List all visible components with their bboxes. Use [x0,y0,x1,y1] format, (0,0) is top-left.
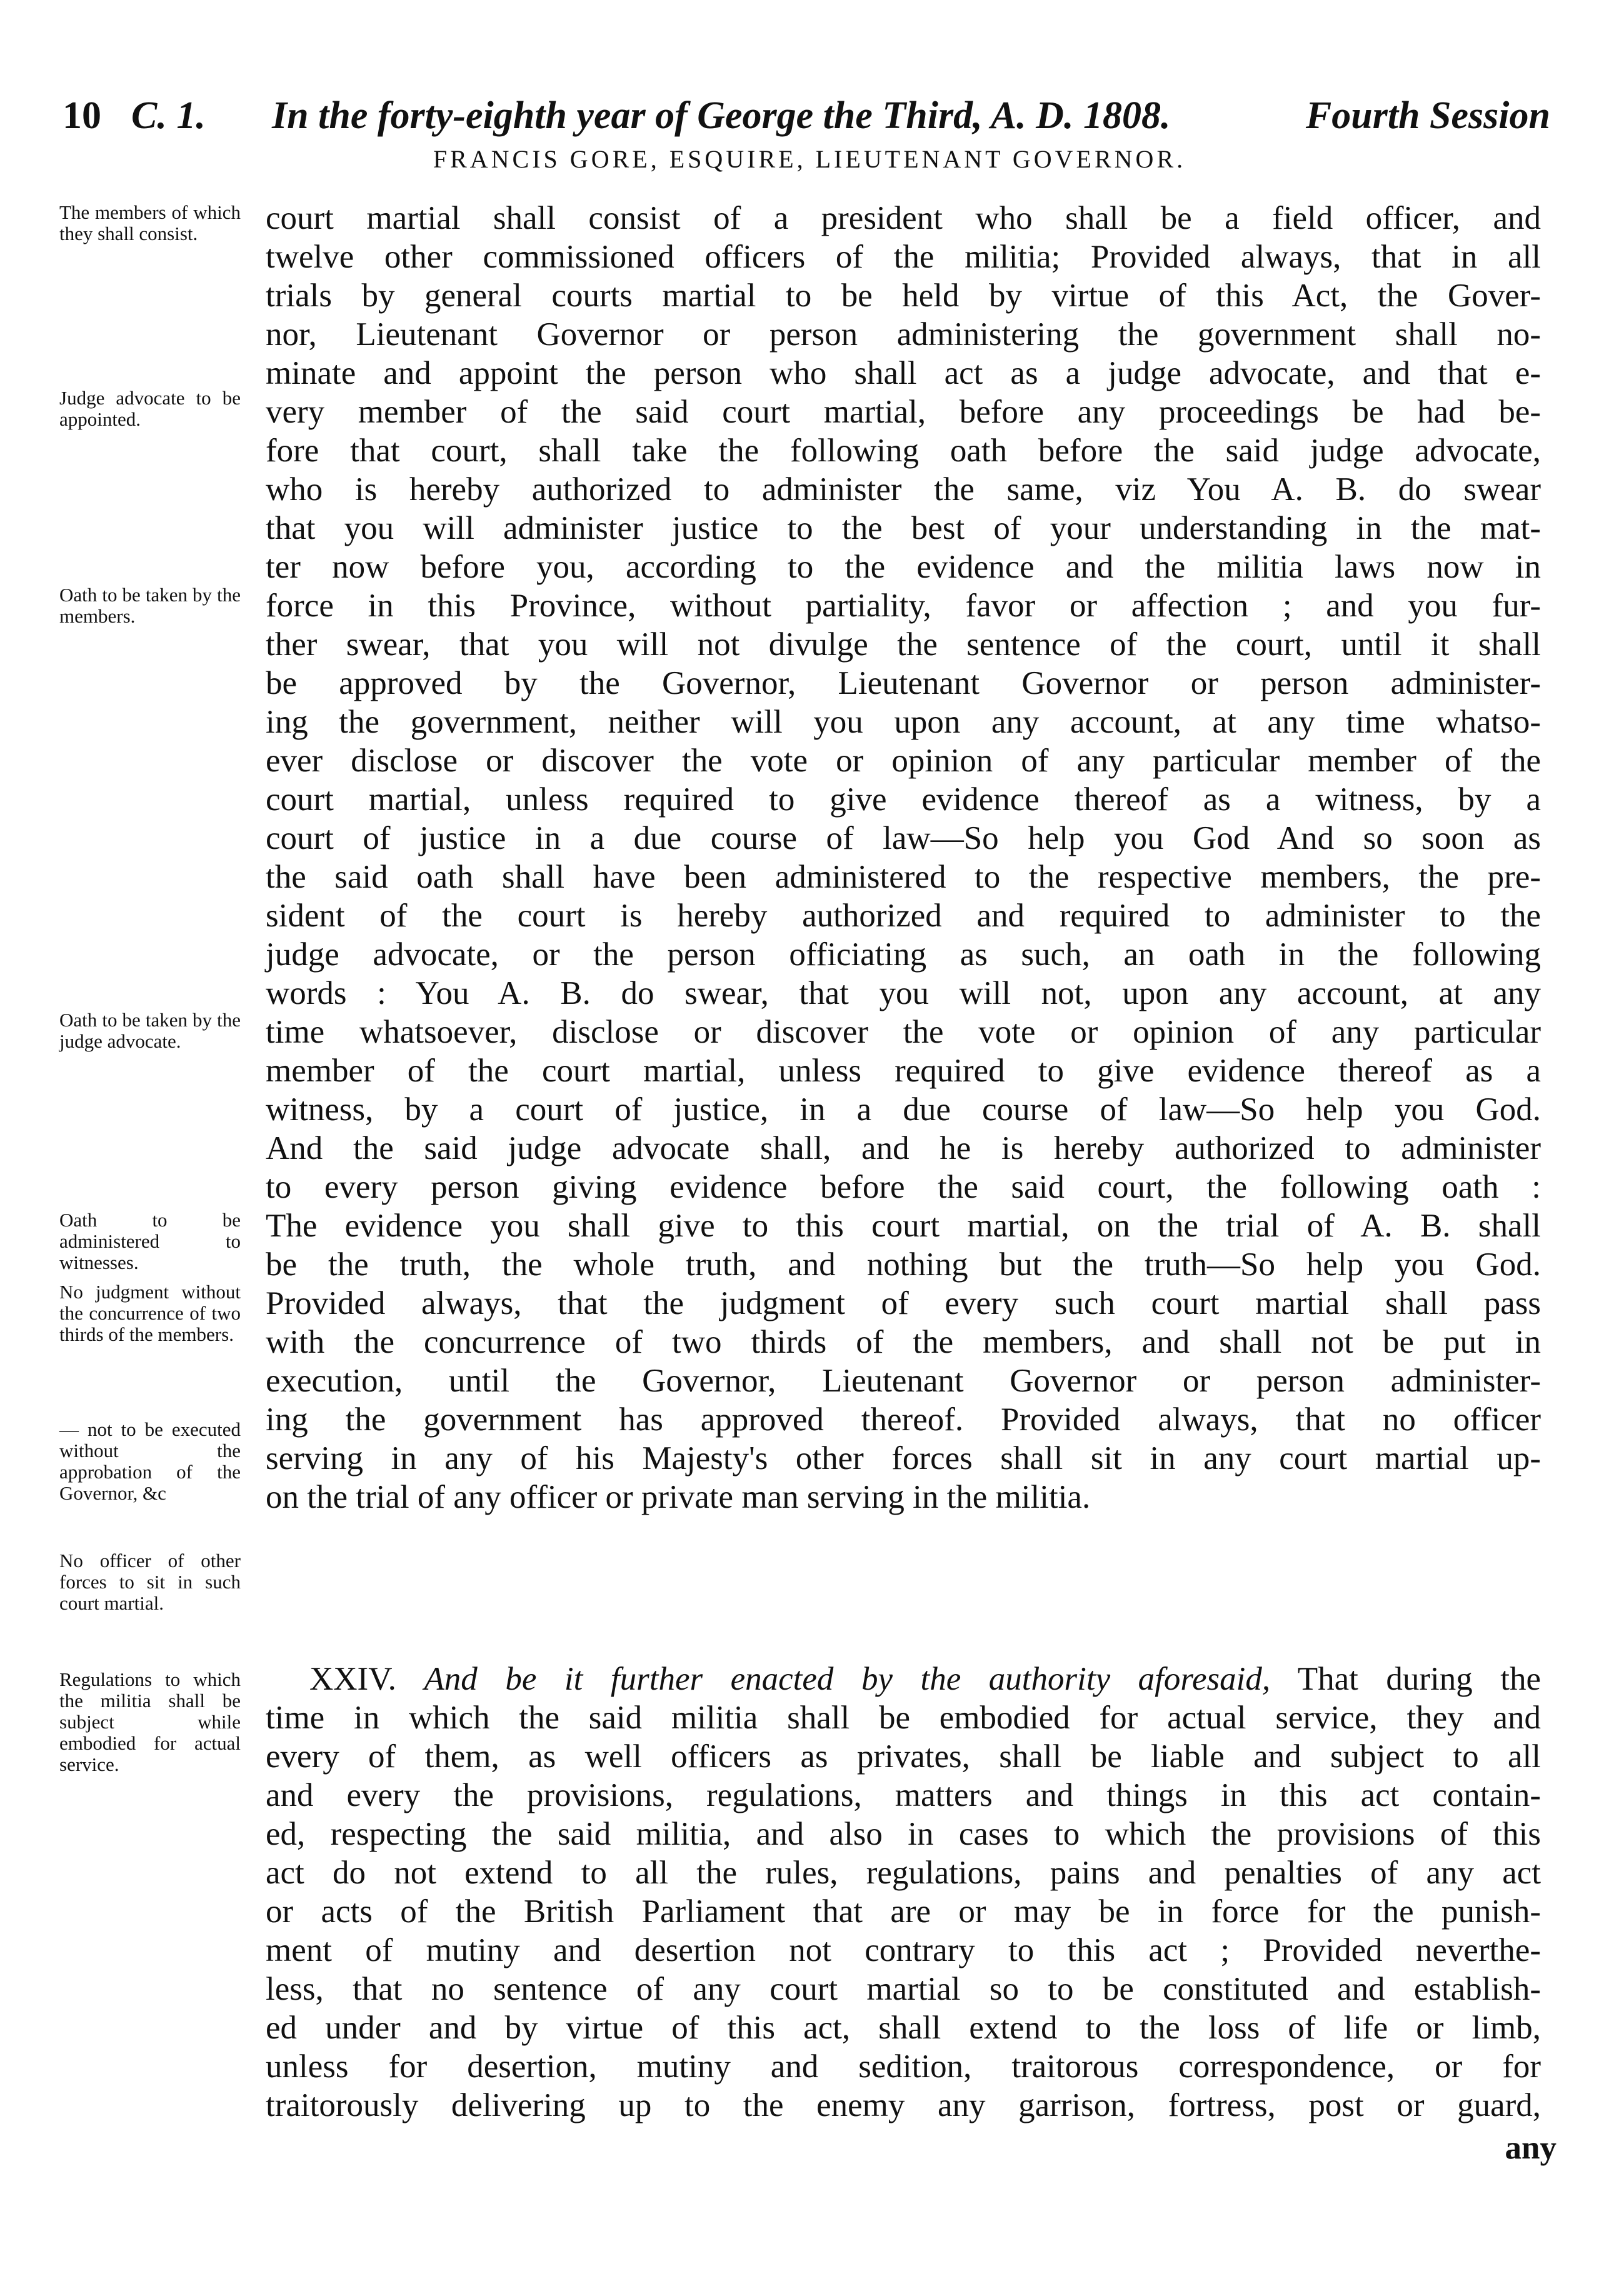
text-line: court martial, unless required to give evidence thereof as a witness, by a [266,781,1541,818]
text-line: ther swear, that you will not divulge the sentence of the court, until it shall [266,626,1541,663]
text-line: words : You A. B. do swear, that you will not, upon any account, at any [266,975,1541,1011]
text-line: that you will administer justice to the best of your understanding in the mat- [266,510,1541,546]
text-line: judge advocate, or the person officiating as such, an oath in the following [266,936,1541,973]
section-number: XXIV. [309,1661,396,1697]
text-line: on the trial of any officer or private man serving in the militia. [266,1479,1091,1515]
margin-note: Regulations to which the militia shall be subject while embodied for actual service. [59,1668,241,1775]
text-line: trials by general courts martial to be held by virtue of this Act, the Gover- [266,278,1541,314]
text-line: very member of the said court martial, before any proceedings be had be- [266,394,1541,430]
margin-note: Judge advocate to be appointed. [59,387,241,430]
chapter-number: C. 1. [131,94,206,137]
text-line: and every the provisions, regulations, matters and things in this act contain- [266,1777,1541,1813]
text-line: fore that court, shall take the following oath before the said judge advocate, [266,433,1541,469]
text-line: ment of mutiny and desertion not contrary to this act ; Provided neverthe- [266,1932,1541,1968]
text-line: Provided always, that the judgment of every such court martial shall pass [266,1285,1541,1321]
text-line: or acts of the British Parliament that are or may be in force for the punish- [266,1893,1541,1930]
margin-note: No judgment without the concurrence of two thirds of the members. [59,1281,241,1345]
text-line: less, that no sentence of any court martial so to be constituted and establish- [266,1971,1541,2007]
text-line: minate and appoint the person who shall act as a judge advocate, and that e- [266,355,1541,391]
text-line: ed under and by virtue of this act, shall extend to the loss of life or limb, [266,2010,1541,2046]
governor-subheading: FRANCIS GORE, ESQUIRE, LIEUTENANT GOVERNOR. [433,145,1186,173]
text-line: be the truth, the whole truth, and nothing but the truth—So help you God. [266,1246,1541,1283]
margin-note: The members of which they shall consist. [59,201,241,244]
text-line: execution, until the Governor, Lieutenant Governor or person administer- [266,1363,1541,1399]
text-line: The evidence you shall give to this court martial, on the trial of A. B. shall [266,1208,1541,1244]
text-line: member of the court martial, unless required to give evidence thereof as a [266,1053,1541,1089]
text-line: unless for desertion, mutiny and sedition, traitorous correspondence, or for [266,2048,1541,2085]
text-line: ing the government has approved thereof. Provided always, that no officer [266,1401,1541,1438]
text-line: witness, by a court of justice, in a due course of law—So help you God. [266,1091,1541,1128]
paragraph-continued [266,199,1541,1516]
text-line: ed, respecting the said militia, and also in cases to which the provisions of this [266,1816,1541,1852]
text-line: court martial shall consist of a president who shall be a field officer, and [266,200,1541,236]
margin-note: Oath to be taken by the judge advocate. [59,1009,241,1052]
text-line: serving in any of his Majesty's other forces shall sit in any court martial up- [266,1440,1541,1476]
text-line: ever disclose or discover the vote or opinion of any particular member of the [266,743,1541,779]
text-line: court of justice in a due course of law—So help you God And so soon as [266,820,1541,856]
page-number: 10 [63,94,101,137]
header-title: In the forty-eighth year of George the Third, A. D. 1808. [272,94,1171,137]
section-opening: That during the [1297,1661,1541,1697]
text-line: who is hereby authorized to administer the same, viz You A. B. do swear [266,471,1541,508]
text-line: be approved by the Governor, Lieutenant Governor or person administer- [266,665,1541,701]
running-header [63,88,1550,144]
text-line: traitorously delivering up to the enemy any garrison, fortress, post or guard, [266,2087,1541,2123]
text-line: time whatsoever, disclose or discover the vote or opinion of any particular [266,1014,1541,1050]
margin-note: Oath to be taken by the members. [59,584,241,627]
catchword: any [1505,2130,1556,2166]
text-line: sident of the court is hereby authorized and required to administer to the [266,898,1541,934]
section-first-line [266,1660,1541,1698]
section-xxiv [266,1660,1541,2125]
margin-note: — not to be executed without the approbation of the Governor, &c [59,1418,241,1504]
text-line: with the concurrence of two thirds of the members, and shall not be put in [266,1324,1541,1360]
text-line: time in which the said militia shall be embodied for actual service, they and [266,1700,1541,1736]
session-label: Fourth Session [1305,94,1550,137]
text-line: ter now before you, according to the evidence and the militia laws now in [266,549,1541,585]
text-line: the said oath shall have been administered to the respective members, the pre- [266,859,1541,895]
text-line: to every person giving evidence before the said court, the following oath : [266,1169,1541,1205]
text-line: act do not extend to all the rules, regulations, pains and penalties of any act [266,1855,1541,1891]
margin-note: No officer of other forces to sit in such court martial. [59,1550,241,1614]
enacting-clause: And be it further enacted by the authority aforesaid, [424,1661,1271,1697]
text-line: And the said judge advocate shall, and he is hereby authorized to administer [266,1130,1541,1166]
margin-note: Oath to be administered to witnesses. [59,1209,241,1273]
text-line: nor, Lieutenant Governor or person administering the government shall no- [266,316,1541,353]
text-line: twelve other commissioned officers of the militia; Provided always, that in all [266,239,1541,275]
text-line: force in this Province, without partiality, favor or affection ; and you fur- [266,588,1541,624]
text-line: ing the government, neither will you upon any account, at any time whatso- [266,704,1541,740]
text-line: every of them, as well officers as privates, shall be liable and subject to all [266,1738,1541,1775]
